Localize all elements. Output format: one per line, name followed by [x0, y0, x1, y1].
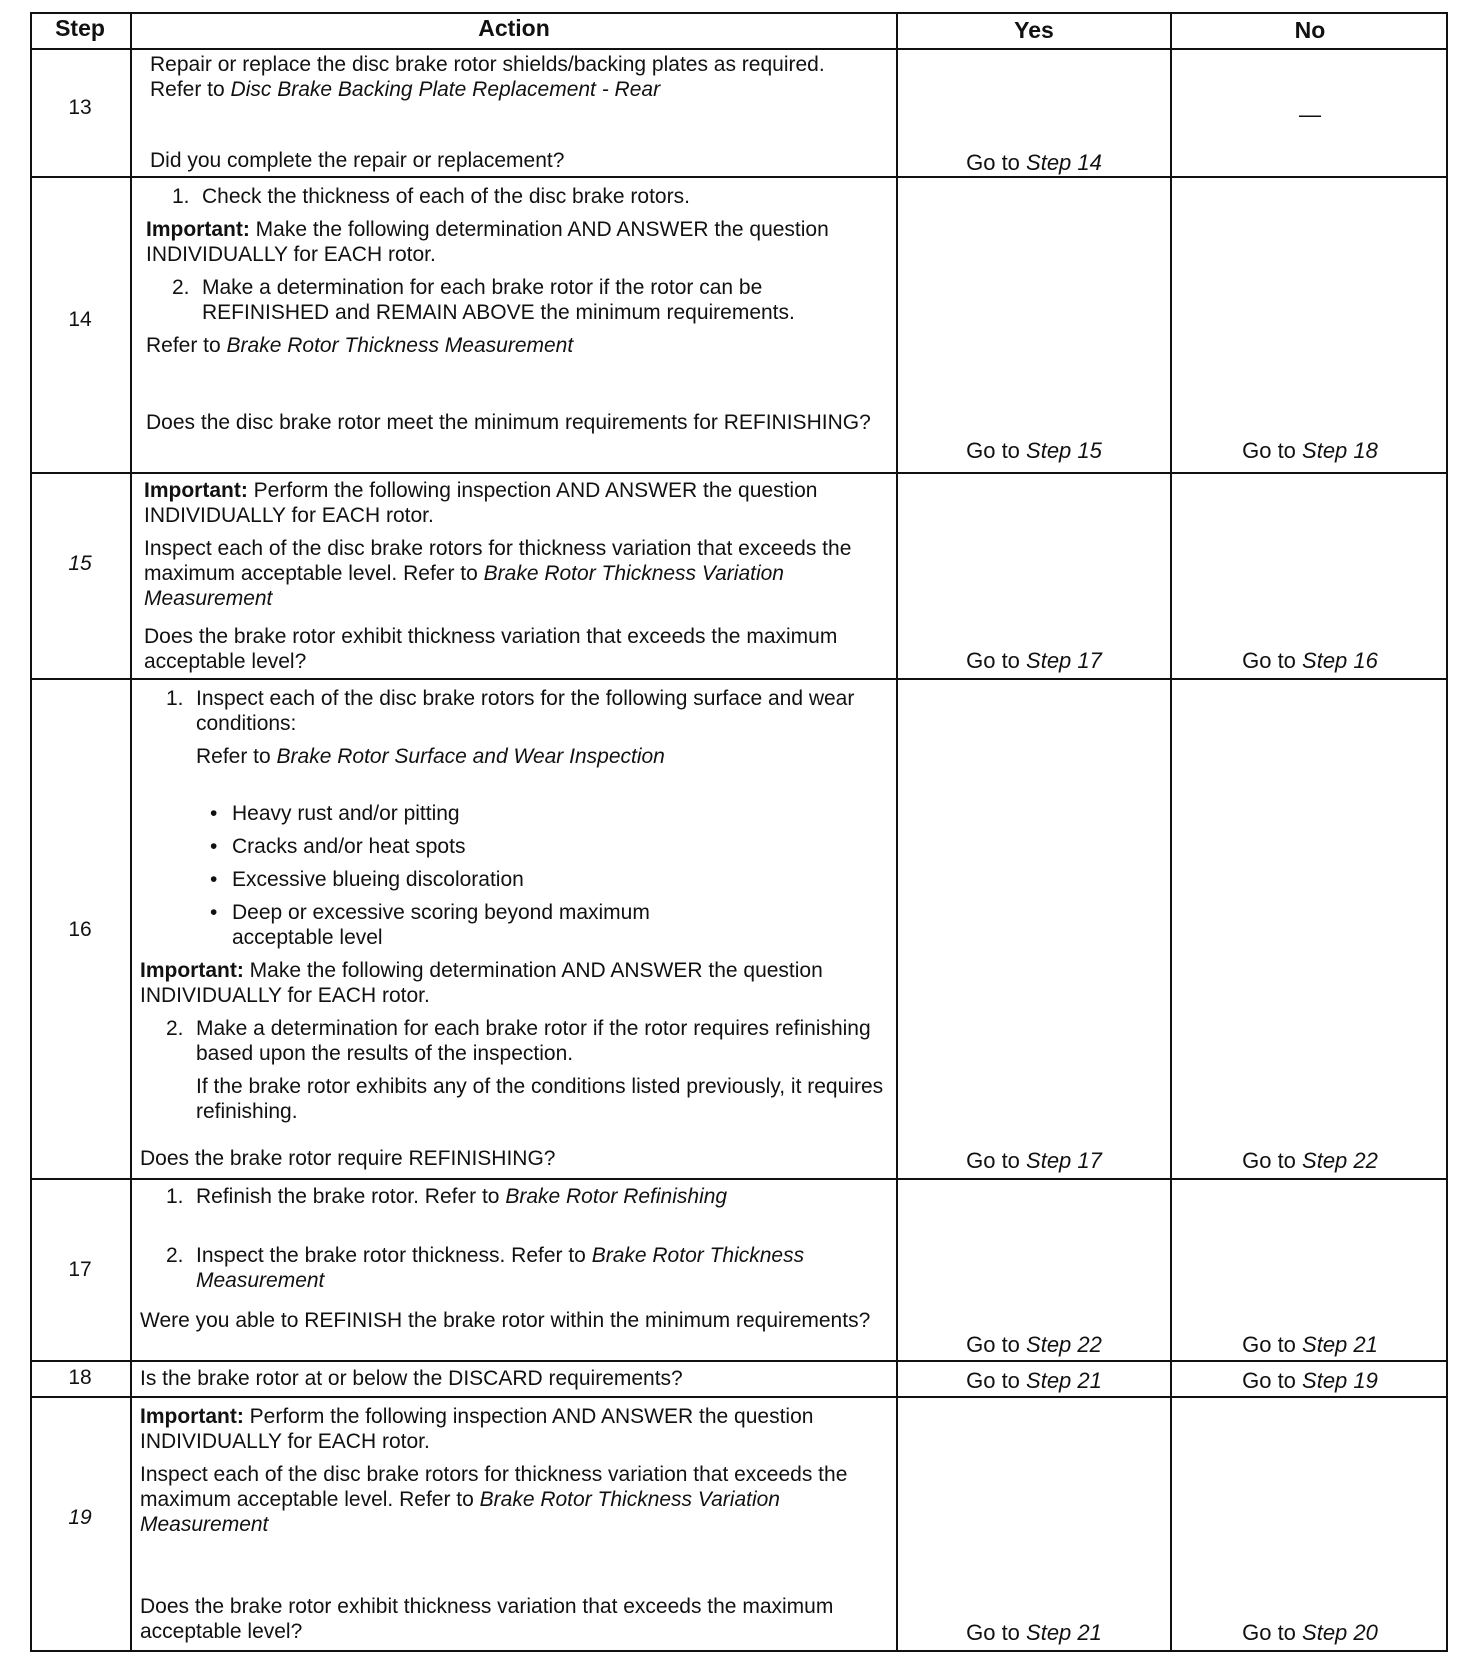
list-item [140, 1016, 886, 1066]
important-label: Important: [146, 218, 250, 241]
list-number: 1. [166, 1185, 184, 1208]
col-divider-action [896, 12, 898, 1652]
list-number: 2. [166, 1244, 184, 1267]
reference-prefix: Refer to [146, 334, 227, 357]
col-divider-yes [1170, 12, 1172, 1652]
goto-step: Step 21 [1302, 1332, 1378, 1357]
no-goto [1172, 648, 1448, 674]
yes-goto [898, 150, 1170, 176]
list-number: 1. [166, 687, 184, 710]
yes-goto [898, 1332, 1170, 1358]
action-reference: Disc Brake Backing Plate Replacement - Rear [230, 78, 661, 101]
list-text: Refinish the brake rotor. Refer to [196, 1185, 506, 1208]
no-goto [1172, 1332, 1448, 1358]
no-goto [1172, 1148, 1448, 1174]
goto-step: Step 21 [1026, 1620, 1102, 1645]
list-item [146, 184, 886, 209]
list-text: Make a determination for each brake rotor if the rotor requires refinishing based upon the results of the inspection. [196, 1017, 871, 1065]
bullet-item: • Cracks and/or heat spots [210, 835, 466, 858]
row-divider [30, 1178, 1448, 1180]
list-item [140, 1184, 886, 1209]
action-paragraph: Repair or replace the disc brake rotor shields/backing plates as required. Refer to [150, 53, 825, 101]
list-text: Inspect each of the disc brake rotors for the following surface and wear conditions: [196, 687, 855, 735]
list-number: 2. [172, 276, 190, 299]
bullet-item: • Heavy rust and/or pitting [210, 802, 460, 825]
important-note [146, 217, 886, 267]
action-text [140, 1404, 886, 1537]
goto-prefix: Go to [1242, 1332, 1303, 1357]
row-divider [30, 1360, 1448, 1362]
bullet-text: Excessive blueing discoloration [232, 868, 524, 891]
step-number: 14 [68, 308, 92, 331]
important-label: Important: [140, 1405, 244, 1428]
goto-prefix: Go to [966, 1332, 1027, 1357]
yes-goto [898, 1620, 1170, 1646]
row-divider [30, 678, 1448, 680]
action-question: Does the brake rotor exhibit thickness variation that exceeds the maximum acceptable level? [140, 1595, 834, 1643]
action-question: Does the brake rotor require REFINISHING? [140, 1147, 556, 1170]
action-text [146, 184, 886, 358]
goto-step: Step 15 [1026, 438, 1102, 463]
no-dash: — [1299, 102, 1321, 127]
action-reference: Brake Rotor Thickness Variation Measurement [140, 1488, 780, 1536]
goto-prefix: Go to [1242, 438, 1303, 463]
goto-step: Step 22 [1302, 1148, 1378, 1173]
step-number: 15 [68, 552, 92, 575]
action-reference: Brake Rotor Thickness Measurement [196, 1244, 805, 1292]
header-yes: Yes [1014, 17, 1054, 43]
goto-prefix: Go to [966, 438, 1027, 463]
action-reference: Brake Rotor Thickness Variation Measurement [144, 562, 784, 610]
goto-prefix: Go to [966, 648, 1027, 673]
reference-prefix: Refer to [196, 745, 277, 768]
reference-line [140, 744, 886, 769]
action-reference: Brake Rotor Thickness Measurement [226, 334, 574, 357]
important-note [144, 478, 884, 528]
paragraph-text: Inspect each of the disc brake rotors for thickness variation that exceeds the maximum acceptable level. Refer to [140, 1463, 848, 1511]
header-action: Action [478, 15, 550, 41]
goto-prefix: Go to [966, 1368, 1027, 1393]
diagnostic-table [30, 12, 1448, 1652]
yes-goto [898, 648, 1170, 674]
list-item [140, 686, 886, 736]
step-number: 18 [68, 1366, 92, 1389]
goto-step: Step 21 [1026, 1368, 1102, 1393]
goto-step: Step 19 [1302, 1368, 1378, 1393]
important-note [140, 958, 886, 1008]
bullet-item: • Excessive blueing discoloration [210, 868, 524, 891]
bullet-text: Heavy rust and/or pitting [232, 802, 460, 825]
row-divider [30, 176, 1448, 178]
list-number: 2. [166, 1017, 184, 1040]
goto-step: Step 14 [1026, 150, 1102, 175]
row-divider [30, 1396, 1448, 1398]
no-goto [1172, 1620, 1448, 1646]
goto-step: Step 20 [1302, 1620, 1378, 1645]
action-text [140, 686, 886, 1124]
action-question: Is the brake rotor at or below the DISCARD requirements? [140, 1367, 683, 1390]
list-item [146, 275, 886, 325]
important-note [140, 1404, 886, 1454]
step-number: 16 [68, 918, 92, 941]
goto-step: Step 18 [1302, 438, 1378, 463]
list-item [140, 1243, 886, 1293]
action-text [150, 52, 880, 102]
bullet-text: Deep or excessive scoring beyond maximum acceptable level [232, 901, 650, 949]
step-number: 19 [68, 1506, 92, 1529]
step-number: 13 [68, 96, 92, 119]
action-reference: Brake Rotor Surface and Wear Inspection [276, 745, 665, 768]
col-divider-step [130, 12, 132, 1652]
paragraph-text: Inspect each of the disc brake rotors for thickness variation that exceeds the maximum acceptable level. Refer to [144, 537, 852, 585]
yes-goto [898, 438, 1170, 464]
goto-step: Step 17 [1026, 648, 1102, 673]
list-text: Make a determination for each brake rotor if the rotor can be REFINISHED and REMAIN ABOVE the minimum requirements. [202, 276, 795, 324]
important-text: Make the following determination AND ANSWER the question INDIVIDUALLY for EACH rotor. [146, 218, 829, 266]
yes-goto [898, 1368, 1170, 1394]
row-divider [30, 48, 1448, 50]
important-text: Make the following determination AND ANSWER the question INDIVIDUALLY for EACH rotor. [140, 959, 823, 1007]
reference-line [146, 333, 886, 358]
yes-goto [898, 1148, 1170, 1174]
important-label: Important: [140, 959, 244, 982]
goto-prefix: Go to [1242, 648, 1303, 673]
row-divider [30, 472, 1448, 474]
goto-prefix: Go to [966, 150, 1027, 175]
no-goto [1172, 438, 1448, 464]
action-question: Were you able to REFINISH the brake rotor within the minimum requirements? [140, 1309, 871, 1332]
goto-step: Step 17 [1026, 1148, 1102, 1173]
header-no: No [1294, 17, 1326, 43]
important-text: Perform the following inspection AND ANSWER the question INDIVIDUALLY for EACH rotor. [144, 479, 818, 527]
action-question: Does the disc brake rotor meet the minimum requirements for REFINISHING? [146, 411, 871, 434]
goto-prefix: Go to [1242, 1148, 1303, 1173]
goto-prefix: Go to [1242, 1620, 1303, 1645]
action-text [144, 478, 884, 611]
goto-step: Step 22 [1026, 1332, 1102, 1357]
list-number: 1. [172, 185, 190, 208]
action-paragraph [140, 1462, 886, 1537]
step-number: 17 [68, 1258, 92, 1281]
action-reference: Brake Rotor Refinishing [505, 1185, 728, 1208]
goto-prefix: Go to [1242, 1368, 1303, 1393]
goto-step: Step 16 [1302, 648, 1378, 673]
goto-prefix: Go to [966, 1620, 1027, 1645]
bullet-text: Cracks and/or heat spots [232, 835, 466, 858]
goto-prefix: Go to [966, 1148, 1027, 1173]
action-paragraph [144, 536, 884, 611]
no-goto [1172, 1368, 1448, 1394]
bullet-item: • Deep or excessive scoring beyond maximum acceptable level [210, 901, 650, 949]
action-question: Does the brake rotor exhibit thickness variation that exceeds the maximum acceptable level? [144, 625, 838, 673]
list-text: Check the thickness of each of the disc brake rotors. [202, 185, 690, 208]
list-text: Inspect the brake rotor thickness. Refer to [196, 1244, 592, 1267]
header-step: Step [55, 15, 105, 41]
action-question: Did you complete the repair or replacement? [150, 149, 565, 172]
action-text [140, 1184, 886, 1293]
list-note: If the brake rotor exhibits any of the conditions listed previously, it requires refinishing. [196, 1075, 884, 1123]
important-label: Important: [144, 479, 248, 502]
important-text: Perform the following inspection AND ANSWER the question INDIVIDUALLY for EACH rotor. [140, 1405, 814, 1453]
